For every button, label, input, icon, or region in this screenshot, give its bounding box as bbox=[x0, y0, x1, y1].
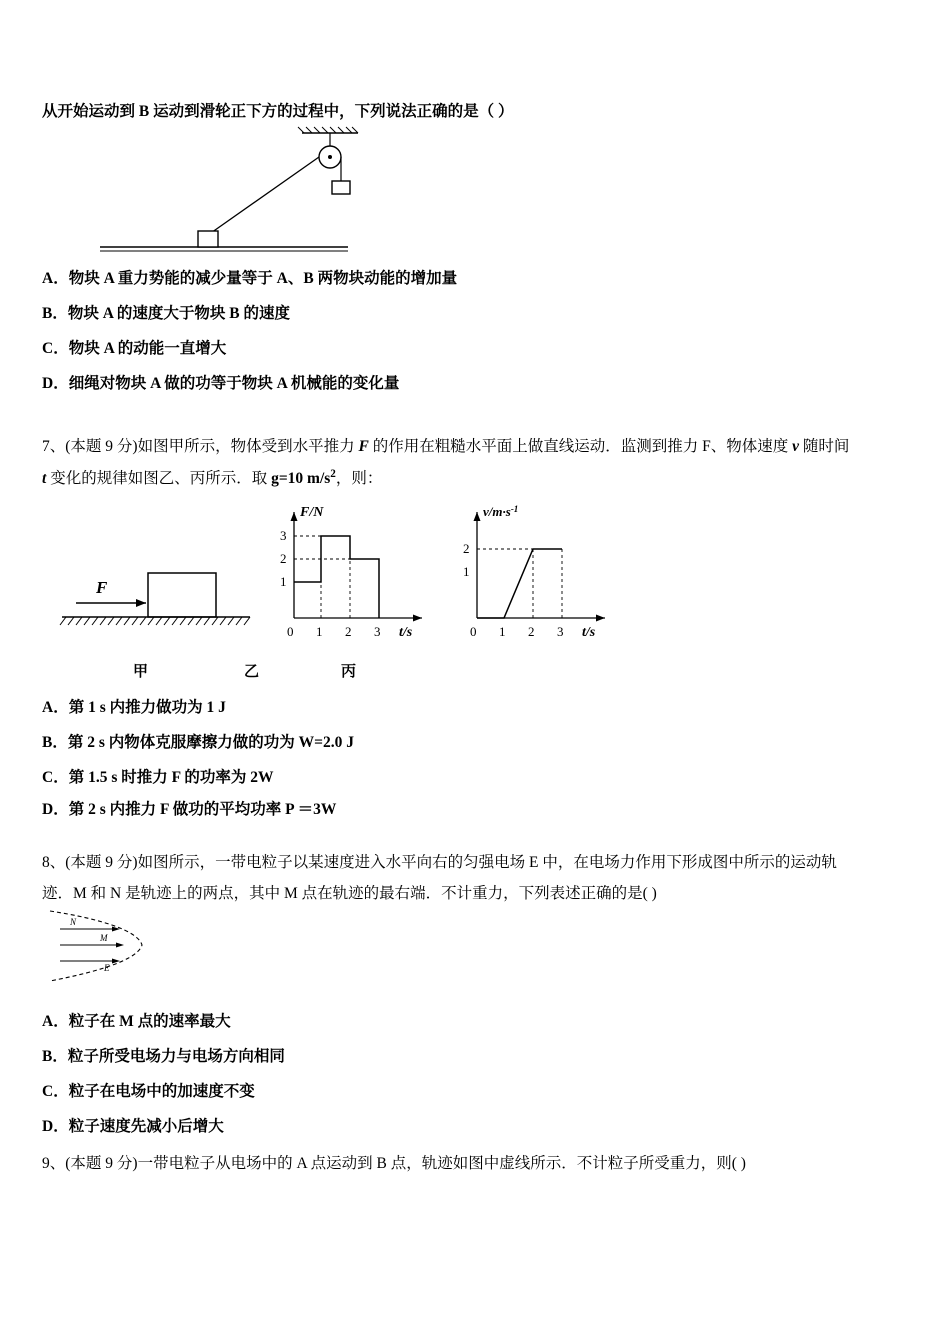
svg-text:1: 1 bbox=[463, 564, 470, 579]
q7-gravity-exponent: 2 bbox=[330, 468, 336, 480]
svg-text:1: 1 bbox=[499, 624, 506, 639]
q7-option-c-text: 第 1.5 s 时推力 F 的功率为 2W bbox=[68, 769, 274, 786]
svg-text:2: 2 bbox=[280, 551, 287, 566]
q7-score: (本题 9 分) bbox=[65, 438, 138, 455]
q7-option-b-text: 第 2 s 内物体克服摩擦力做的功为 W=2.0 J bbox=[67, 734, 354, 751]
svg-text:2: 2 bbox=[463, 541, 470, 556]
q6-option-b: B．物块 A 的速度大于物块 B 的速度 bbox=[42, 305, 291, 322]
q8-number: 8、 bbox=[42, 854, 66, 871]
svg-text:2: 2 bbox=[528, 624, 535, 639]
svg-text:3: 3 bbox=[557, 624, 564, 639]
svg-text:0: 0 bbox=[287, 624, 294, 639]
svg-text:t/s: t/s bbox=[582, 625, 596, 640]
q7-symbol-t: t bbox=[42, 470, 47, 488]
q7-option-c-prefix: C． bbox=[42, 769, 69, 786]
q7-stem-d: 变化的规律如图乙、丙所示．取 bbox=[46, 470, 272, 488]
q7-figure-label-yi: 乙 bbox=[244, 664, 260, 680]
q7-option-d-text: 第 2 s 内推力 F 做功的平均功率 P ＝3W bbox=[68, 801, 337, 818]
q8-option-d: D．粒子速度先减小后增大 bbox=[42, 1118, 224, 1135]
q7-symbol-F: F bbox=[358, 438, 369, 455]
svg-text:F/N: F/N bbox=[300, 505, 324, 520]
q7-figure-label-bing: 丙 bbox=[341, 664, 357, 680]
q8-trajectory-figure bbox=[42, 905, 172, 990]
q6-pulley-figure bbox=[80, 125, 400, 260]
q7-symbol-v: v bbox=[792, 438, 799, 455]
q8-option-b: B．粒子所受电场力与电场方向相同 bbox=[42, 1048, 285, 1065]
q6-option-a: A．物块 A 重力势能的减少量等于 A、B 两物块动能的增加量 bbox=[42, 270, 458, 287]
q9-stem-text: 一带电粒子从电场中的 A 点运动到 B 点，轨迹如图中虚线所示．不计粒子所受重力，则( ) bbox=[137, 1155, 746, 1172]
q8-option-a: A．粒子在 M 点的速率最大 bbox=[42, 1013, 231, 1030]
q8-option-c: C．粒子在电场中的加速度不变 bbox=[42, 1083, 255, 1100]
q7-option-d bbox=[42, 799, 336, 821]
q9-number: 9、 bbox=[42, 1155, 66, 1172]
q7-chart-force-time bbox=[272, 500, 452, 645]
q6-option-c: C．物块 A 的动能一直增大 bbox=[42, 340, 227, 357]
q7-stem-line2 bbox=[42, 466, 922, 490]
q7-stem-e: ，则： bbox=[335, 470, 383, 488]
q7-number: 7、 bbox=[42, 438, 66, 455]
svg-text:3: 3 bbox=[374, 624, 381, 639]
svg-text:M: M bbox=[100, 933, 108, 943]
q7-figure-jia bbox=[40, 545, 270, 645]
q6-stem: 从开始运动到 B 运动到滑轮正下方的过程中，下列说法正确的是（ ） bbox=[42, 103, 514, 120]
q9-stem bbox=[42, 1152, 932, 1175]
q8-score: (本题 9 分) bbox=[65, 854, 138, 871]
q7-option-a-prefix: A． bbox=[42, 699, 69, 716]
q7-chart-velocity-time bbox=[455, 500, 635, 645]
svg-text:v/m·s-1: $v/m\cdot s^{-1}$ bbox=[483, 504, 519, 519]
q8-stem-line2: 迹．M 和 N 是轨迹上的两点，其中 M 点在轨迹的最右端．不计重力，下列表述正确的是( ) bbox=[42, 885, 657, 902]
q7-option-c bbox=[42, 767, 274, 789]
svg-text:3: 3 bbox=[280, 528, 287, 543]
q7-figure-label-jia: 甲 bbox=[133, 664, 149, 680]
q8-stem-a: 如图所示，一带电粒子以某速度进入水平向右的匀强电场 E 中，在电场力作用下形成图中所示的运动轨 bbox=[137, 854, 837, 871]
svg-text:E: E bbox=[104, 963, 110, 973]
svg-text:N: N bbox=[70, 917, 77, 927]
q7-stem-b: 的作用在粗糙水平面上做直线运动．监测到推力 F、物体速度 bbox=[368, 438, 793, 455]
svg-text:0: 0 bbox=[470, 624, 477, 639]
q7-gravity-value: g=10 m/s bbox=[271, 470, 331, 488]
q6-option-d: D．细绳对物块 A 做的功等于物块 A 机械能的变化量 bbox=[42, 375, 400, 392]
q7-stem-c: 随时间 bbox=[798, 438, 850, 455]
svg-text:F: F bbox=[96, 578, 108, 597]
svg-text:t/s: t/s bbox=[399, 625, 413, 640]
q9-score: (本题 9 分) bbox=[65, 1155, 138, 1172]
q7-stem-a: 如图甲所示，物体受到水平推力 bbox=[137, 438, 359, 455]
svg-text:1: 1 bbox=[316, 624, 323, 639]
q7-option-b bbox=[42, 732, 354, 754]
q8-stem-line1 bbox=[42, 851, 932, 874]
q7-option-a bbox=[42, 697, 226, 719]
q7-option-d-prefix: D． bbox=[42, 801, 69, 818]
q7-stem-line1 bbox=[42, 435, 922, 458]
q7-option-b-prefix: B． bbox=[42, 734, 68, 751]
svg-text:1: 1 bbox=[280, 574, 287, 589]
svg-text:2: 2 bbox=[345, 624, 352, 639]
q7-option-a-text: 第 1 s 内推力做功为 1 J bbox=[68, 699, 226, 716]
